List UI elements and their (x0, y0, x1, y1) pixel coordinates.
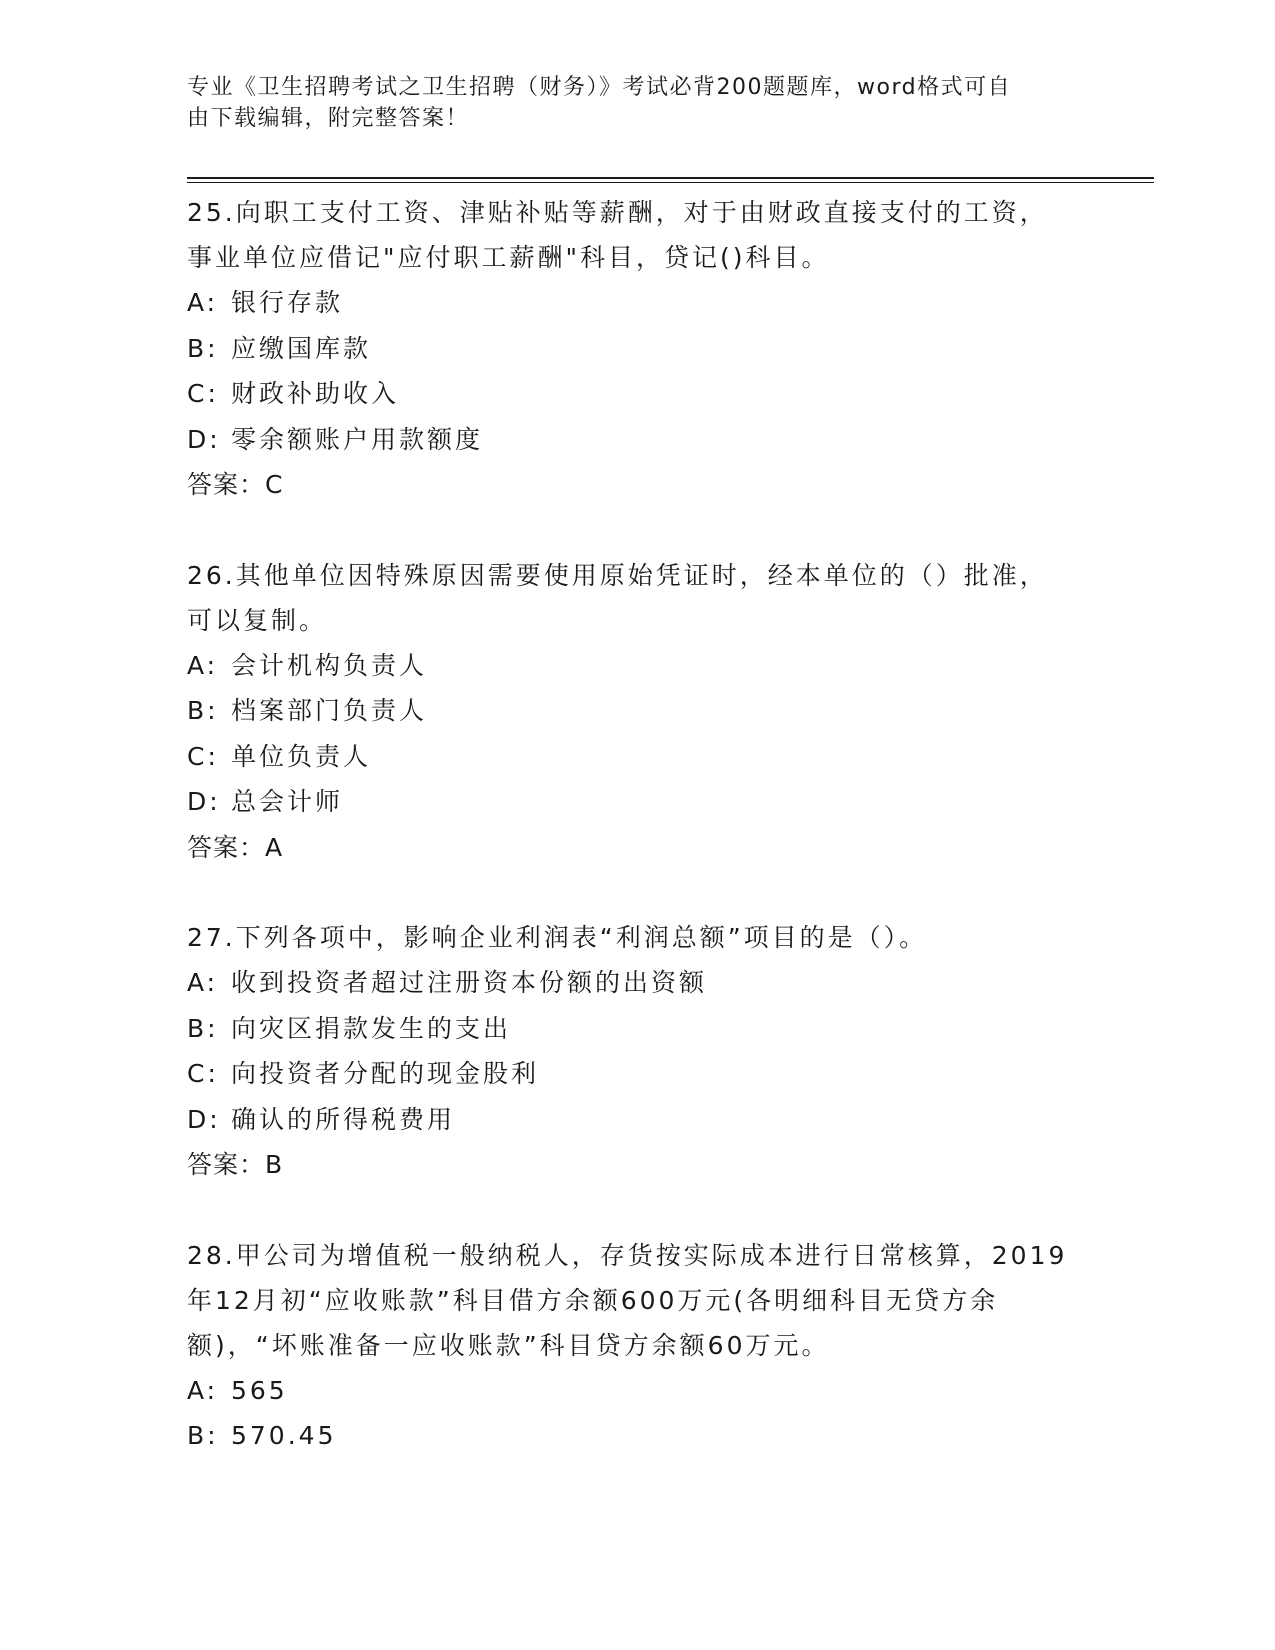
question-25 (187, 190, 1087, 508)
option-text: 财政补助收入 (231, 379, 400, 408)
option-key: B: (187, 1013, 219, 1043)
option-key: B: (187, 333, 219, 363)
spacer (187, 870, 1087, 915)
option-key: A: (187, 650, 219, 680)
option-key: B: (187, 696, 219, 725)
header-divider-thick (187, 177, 1154, 179)
option-key: C: (187, 741, 219, 771)
option-text: 总会计师 (231, 787, 344, 816)
option-text: 570.45 (231, 1421, 337, 1450)
spacer (187, 1188, 1087, 1233)
option-key: A: (187, 288, 219, 317)
option-b (187, 1006, 1087, 1052)
spacer (187, 508, 1087, 553)
answer-line: 答案：B (187, 1150, 284, 1179)
question-stem-line: 年12月初“应收账款”科目借方余额600万元(各明细科目无贷方余 (187, 1285, 999, 1315)
option-text: 会计机构负责人 (231, 650, 428, 680)
option-d (187, 417, 1087, 463)
question-26 (187, 553, 1087, 871)
option-c (187, 1051, 1087, 1097)
header-divider-thin (187, 182, 1154, 183)
option-text: 向投资者分配的现金股利 (231, 1059, 540, 1088)
option-text: 零余额账户用款额度 (231, 424, 484, 454)
option-text: 档案部门负责人 (231, 696, 428, 725)
option-text: 565 (231, 1375, 288, 1405)
option-text: 银行存款 (231, 288, 344, 317)
option-a (187, 1368, 1087, 1414)
option-text: 应缴国库款 (231, 333, 372, 363)
option-key: D: (187, 787, 221, 816)
option-c (187, 371, 1087, 417)
document-header (187, 72, 1087, 134)
option-key: D: (187, 1104, 221, 1134)
header-line-1: 专业《卫生招聘考试之卫生招聘（财务）》考试必背200题题库，word格式可自 (187, 75, 1012, 100)
question-list (187, 190, 1087, 1459)
header-line-2: 由下载编辑，附完整答案！ (187, 106, 470, 131)
question-stem-line: 事业单位应借记"应付职工薪酬"科目，贷记()科目。 (187, 243, 830, 272)
option-a (187, 960, 1087, 1006)
option-text: 确认的所得税费用 (231, 1104, 456, 1134)
option-key: A: (187, 1375, 219, 1405)
question-stem-line: 28.甲公司为增值税一般纳税人，存货按实际成本进行日常核算，2019 (187, 1240, 1068, 1270)
question-stem-line: 可以复制。 (187, 605, 328, 635)
option-d (187, 779, 1087, 825)
option-text: 收到投资者超过注册资本份额的出资额 (231, 968, 708, 997)
option-key: C: (187, 1059, 219, 1088)
option-b (187, 688, 1087, 734)
answer-line: 答案：A (187, 832, 284, 862)
question-28 (187, 1233, 1087, 1459)
question-27 (187, 915, 1087, 1188)
option-a (187, 280, 1087, 326)
answer-line: 答案：C (187, 470, 284, 499)
option-text: 向灾区捐款发生的支出 (231, 1013, 512, 1043)
option-key: D: (187, 424, 221, 454)
question-stem-line: 额)，“坏账准备一应收账款”科目贷方余额60万元。 (187, 1330, 830, 1360)
option-b (187, 1413, 1087, 1459)
option-b (187, 326, 1087, 372)
option-key: A: (187, 968, 219, 997)
option-text: 单位负责人 (231, 741, 372, 771)
option-key: B: (187, 1421, 219, 1450)
question-stem-line: 26.其他单位因特殊原因需要使用原始凭证时，经本单位的（）批准， (187, 560, 1048, 590)
question-stem-line: 25.向职工支付工资、津贴补贴等薪酬，对于由财政直接支付的工资， (187, 198, 1048, 227)
option-c (187, 734, 1087, 780)
option-key: C: (187, 379, 219, 408)
option-d (187, 1097, 1087, 1143)
question-stem-line: 27.下列各项中，影响企业利润表“利润总额”项目的是（）。 (187, 923, 928, 952)
option-a (187, 643, 1087, 689)
